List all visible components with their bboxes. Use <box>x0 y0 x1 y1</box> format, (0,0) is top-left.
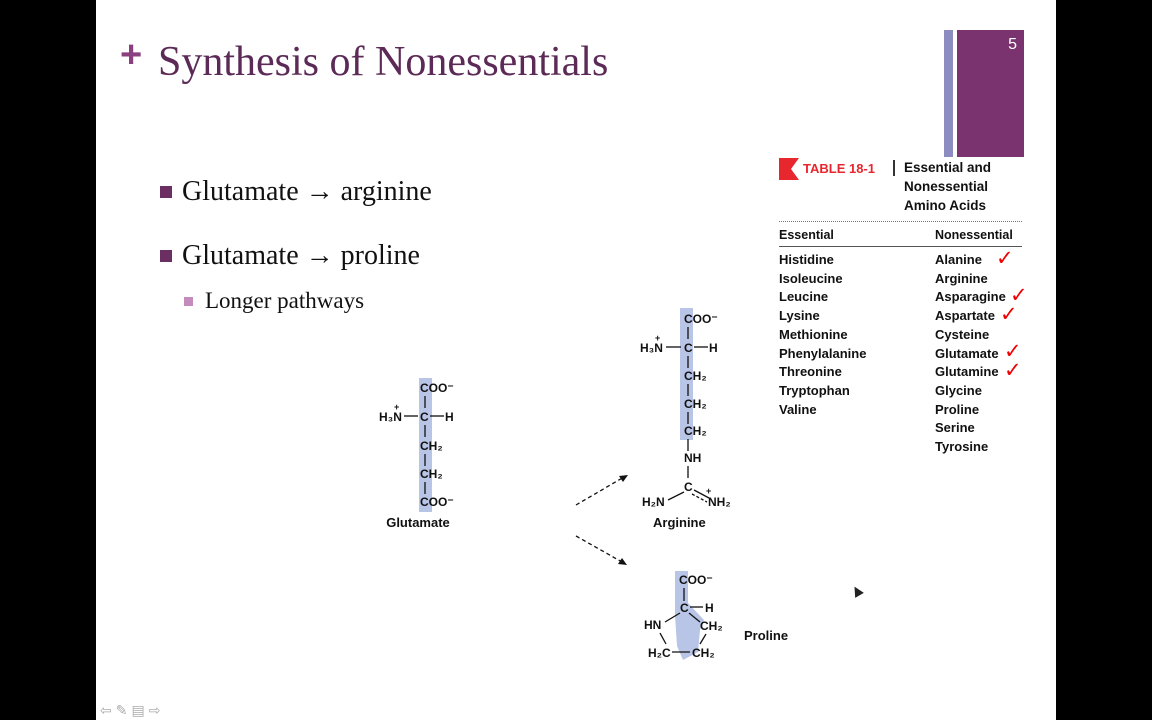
sub-bullet <box>184 288 364 314</box>
nonessential-item: Aspartate <box>935 308 995 324</box>
glutamate-ch2: CH₂ <box>420 439 443 453</box>
check-icon: ✓ <box>1010 284 1028 308</box>
essential-item: Methionine <box>779 326 848 342</box>
essential-list <box>779 251 866 419</box>
arrow-to-proline-head <box>618 558 627 565</box>
table-divider <box>779 221 1022 222</box>
nonessential-item: Glutamine <box>935 364 999 380</box>
proline-h2c: H₂C <box>648 646 671 660</box>
arginine-ch2: CH₂ <box>684 424 707 438</box>
arginine-ch2: CH₂ <box>684 369 707 383</box>
nonessential-item: Asparagine <box>935 289 1006 305</box>
glutamate-charge: + <box>394 402 400 412</box>
essential-item: Isoleucine <box>779 270 843 286</box>
nonessential-item: Glutamate <box>935 345 999 361</box>
glutamate-pathway-diagram <box>366 300 789 670</box>
nonessential-item: Proline <box>935 401 980 417</box>
check-icon: ✓ <box>1004 340 1022 364</box>
essential-header: Essential <box>779 228 834 242</box>
glutamate-alpha-carbon: C <box>420 410 429 424</box>
table-separator <box>893 160 895 176</box>
proline-structure <box>644 571 788 660</box>
arginine-nh2: NH₂ <box>708 495 731 509</box>
nonessential-item: Alanine <box>935 252 982 267</box>
arginine-structure <box>640 308 731 530</box>
proline-top: COO⁻ <box>679 573 713 587</box>
nonessential-item: Cysteine <box>935 326 990 342</box>
slideshow-toolbar <box>96 700 200 720</box>
table-title-line: Amino Acids <box>904 198 987 213</box>
table-title-line: Essential and <box>904 160 992 175</box>
nonessential-header: Nonessential <box>935 228 1013 242</box>
arginine-charge2: + <box>706 486 712 496</box>
mouse-cursor-icon <box>850 584 864 598</box>
glutamate-hydrogen: H <box>445 410 454 424</box>
check-icon: ✓ <box>1000 303 1018 327</box>
nonessential-item: Glycine <box>935 382 982 398</box>
check-icon: ✓ <box>1004 359 1022 383</box>
glutamate-label: Glutamate <box>386 515 450 530</box>
check-icon: ✓ <box>996 247 1014 270</box>
pen-icon[interactable]: ✎ <box>115 701 128 718</box>
glutamate-top: COO⁻ <box>420 381 454 395</box>
table-flag-icon <box>779 158 799 180</box>
accent-bar-light <box>944 30 953 157</box>
essential-item: Valine <box>779 401 817 417</box>
bullet-1-text: Glutamate → arginine <box>182 176 432 207</box>
bullet-2 <box>160 240 420 272</box>
arrow-to-arginine <box>576 477 624 505</box>
essential-item: Histidine <box>779 252 834 267</box>
proline-label: Proline <box>744 628 789 643</box>
glutamate-amine: H₃N <box>379 410 402 424</box>
arginine-alpha-carbon: C <box>684 341 693 355</box>
menu-icon[interactable]: ▤ <box>131 701 145 718</box>
essential-item: Phenylalanine <box>779 345 867 361</box>
table-header-rule <box>779 246 1022 247</box>
proline-ch2: CH₂ <box>700 619 723 633</box>
bullet-2-text: Glutamate → proline <box>182 240 420 271</box>
arginine-nh: NH <box>684 451 702 465</box>
table-label: TABLE 18-1 <box>803 161 875 176</box>
arginine-charge: + <box>655 333 661 343</box>
arginine-h2n: H₂N <box>642 495 665 509</box>
arrow-to-proline <box>576 536 622 562</box>
bullet-square-icon <box>160 186 172 198</box>
sub-bullet-text: Longer pathways <box>205 288 365 313</box>
proline-ch2: CH₂ <box>692 646 715 660</box>
essential-item: Leucine <box>779 289 829 305</box>
table-title <box>904 158 991 215</box>
arginine-hydrogen: H <box>709 341 718 355</box>
bullet-1 <box>160 176 432 208</box>
slide-title: Synthesis of Nonessentials <box>158 39 609 85</box>
nonessential-item: Arginine <box>935 270 988 286</box>
proline-hydrogen: H <box>705 601 714 615</box>
essential-item: Threonine <box>779 364 842 380</box>
glutamate-ch2: CH₂ <box>420 467 443 481</box>
arginine-top: COO⁻ <box>684 312 718 326</box>
proline-hn: HN <box>644 618 662 632</box>
glutamate-structure <box>379 378 454 530</box>
arginine-label: Arginine <box>653 515 706 530</box>
sub-bullet-square-icon <box>184 297 193 306</box>
essential-item: Lysine <box>779 308 820 324</box>
arginine-ch2: CH₂ <box>684 397 707 411</box>
nonessential-item: Tyrosine <box>935 439 989 455</box>
arginine-guanidino-carbon: C <box>684 480 693 494</box>
slide-number: 5 <box>1008 36 1017 53</box>
bullet-square-icon <box>160 250 172 262</box>
plus-icon: + <box>120 34 143 76</box>
essential-item: Tryptophan <box>779 382 850 398</box>
table-title-line: Nonessential <box>904 179 989 194</box>
next-slide-icon[interactable]: ⇨ <box>148 701 161 718</box>
previous-slide-icon[interactable]: ⇦ <box>100 701 112 718</box>
glutamate-bottom: COO⁻ <box>420 495 454 509</box>
slide <box>96 0 1056 720</box>
check-column <box>994 247 1034 383</box>
arginine-amine: H₃N <box>640 341 663 355</box>
nonessential-item: Serine <box>935 420 975 436</box>
proline-alpha-carbon: C <box>680 601 689 615</box>
